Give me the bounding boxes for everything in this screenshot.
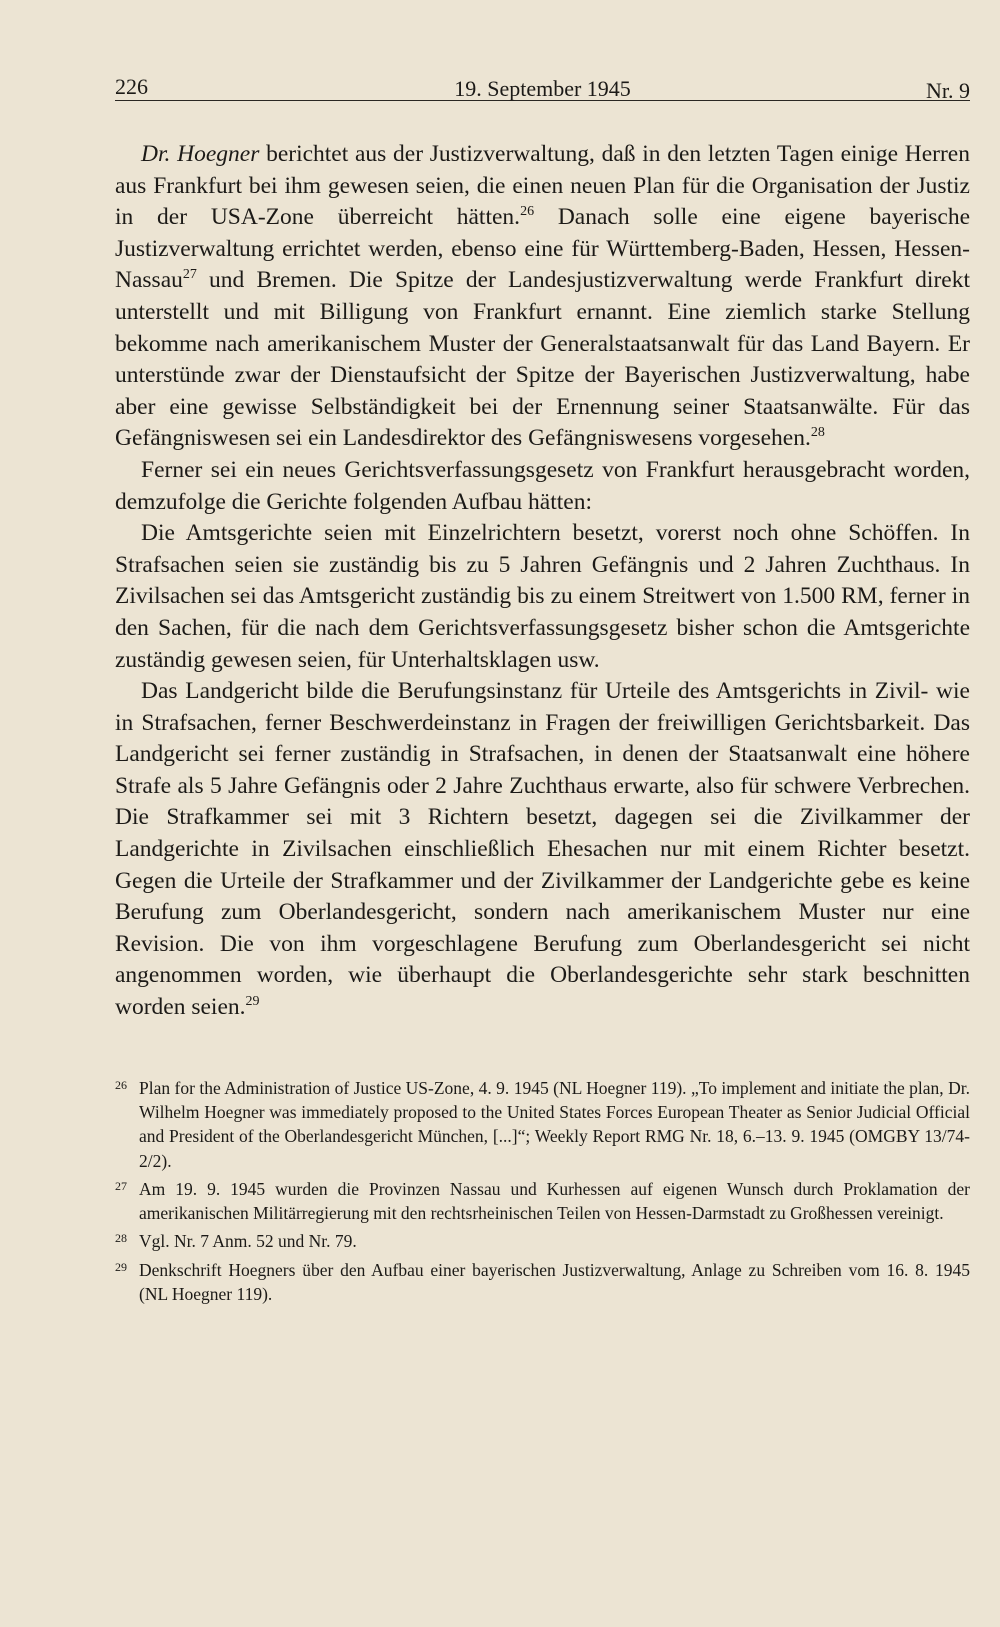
header-date: 19. September 1945: [454, 76, 631, 101]
paragraph-2: Ferner sei ein neues Gerichtsverfassungsgesetz von Frankfurt herausgebracht worden, demzufolge die Gerichte folgenden Aufbau hätten:: [115, 456, 970, 515]
speaker-name: Dr. Hoegner: [141, 141, 260, 167]
footnote-ref-29: 29: [245, 994, 260, 1010]
footnote: [115, 1258, 970, 1307]
footnote-ref-28: 28: [810, 425, 825, 441]
footnote-number: 28: [115, 1231, 127, 1246]
footnote: [115, 1076, 970, 1173]
paragraph-1-text-b: Danach solle eine eigene bayerische Justizverwaltung errichtet werden, ebenso eine für Württemberg-Baden, Hessen, Hessen-Nassau: [115, 204, 971, 294]
footnote: [115, 1177, 970, 1226]
paragraph-1-text-a: berichtet aus der Justizverwaltung, daß in den letzten Tagen einige Herren aus Frankfurt bei ihm gewesen seien, die einen neuen Plan für die Organisation der Justiz in der USA-Zone überreicht hätten.: [115, 141, 970, 231]
paragraph-1-text-c: und Bremen. Die Spitze der Landesjustizverwaltung werde Frankfurt direkt unterstellt und mit Billigung von Frankfurt ernannt. Eine ziemlich starke Stellung bekomme nach amerikanischem Muster der Generalstaatsanwalt für das Land Bayern. Er unterstünde zwar der Dienstaufsicht der Spitze der Bayerischen Justizverwaltung, habe aber eine gewisse Selbständigkeit bei der Ernennung seiner Staatsanwälte. Für das Gefängniswesen sei ein Landesdirektor des Gefängniswesens vorgesehen.: [115, 267, 970, 452]
footnote-text: Denkschrift Hoegners über den Aufbau einer bayerischen Justizverwaltung, Anlage zu Schreiben vom 16. 8. 1945 (NL Hoegner 119).: [139, 1259, 970, 1304]
footnotes: [115, 1076, 970, 1307]
footnote-ref-27: 27: [182, 267, 197, 283]
page-number: 226: [115, 74, 148, 99]
footnote: [115, 1229, 970, 1253]
main-text: [115, 139, 970, 1024]
footnote-number: 27: [115, 1178, 127, 1193]
document-number: Nr. 9: [926, 78, 970, 103]
footnote-text: Plan for the Administration of Justice US-Zone, 4. 9. 1945 (NL Hoegner 119). „To implement and initiate the plan, Dr. Wilhelm Hoegner was immediately proposed to the United States Forces European Theater as Senior Judicial Official and President of the Oberlandesgericht München, [...]“; Weekly Report RMG Nr. 18, 6.–13. 9. 1945 (OMGBY 13/74-2/2).: [139, 1077, 970, 1171]
paragraph-3: Die Amtsgerichte seien mit Einzelrichtern besetzt, vorerst noch ohne Schöffen. In Strafsachen seien sie zuständig bis zu 5 Jahren Gefängnis und 2 Jahren Zuchthaus. In Zivilsachen sei das Amtsgericht zuständig bis zu einem Streitwert von 1.500 RM, ferner in den Sachen, für die nach dem Gerichtsverfassungsgesetz bisher schon die Amtsgerichte zuständig gewesen seien, für Unterhaltsklagen usw.: [115, 520, 970, 673]
paragraph-4: [115, 676, 970, 1024]
paragraph-4-text: Das Landgericht bilde die Berufungsinstanz für Urteile des Amtsgerichts in Zivil- wie in Strafsachen, ferner Beschwerdeinstanz in Fragen der freiwilligen Gerichtsbarkeit. Das Landgericht sei ferner zuständig in Strafsachen, in denen der Staatsanwalt eine höhere Strafe als 5 Jahre Gefängnis oder 2 Jahre Zuchthaus erwarte, also für schwere Verbrechen. Die Strafkammer sei mit 3 Richtern besetzt, dagegen sei die Zivilkammer der Landgerichte in Zivilsachen einschließlich Ehesachen nur mit einem Richter besetzt. Gegen die Urteile der Strafkammer und der Zivilkammer der Landgerichte gebe es keine Berufung zum Oberlandesgericht, sondern nach amerikanischem Muster nur eine Revision. Die von ihm vorgeschlagene Berufung zum Oberlandesgericht sei nicht angenommen worden, wie überhaupt die Oberlandesgerichte sehr stark beschnitten worden seien.: [115, 678, 970, 1021]
footnote-text: Am 19. 9. 1945 wurden die Provinzen Nassau und Kurhessen auf eigenen Wunsch durch Proklamation der amerikanischen Militärregierung mit den rechtsrheinischen Teilen von Hessen-Darmstadt zu Großhessen vereinigt.: [139, 1178, 970, 1224]
paragraph-1: [115, 139, 970, 455]
footnote-ref-26: 26: [520, 204, 535, 220]
footnote-number: 26: [115, 1077, 127, 1092]
running-header: [115, 68, 970, 101]
book-page: [115, 68, 970, 1310]
footnote-text: Vgl. Nr. 7 Anm. 52 und Nr. 79.: [139, 1231, 357, 1252]
footnote-number: 29: [115, 1259, 127, 1274]
